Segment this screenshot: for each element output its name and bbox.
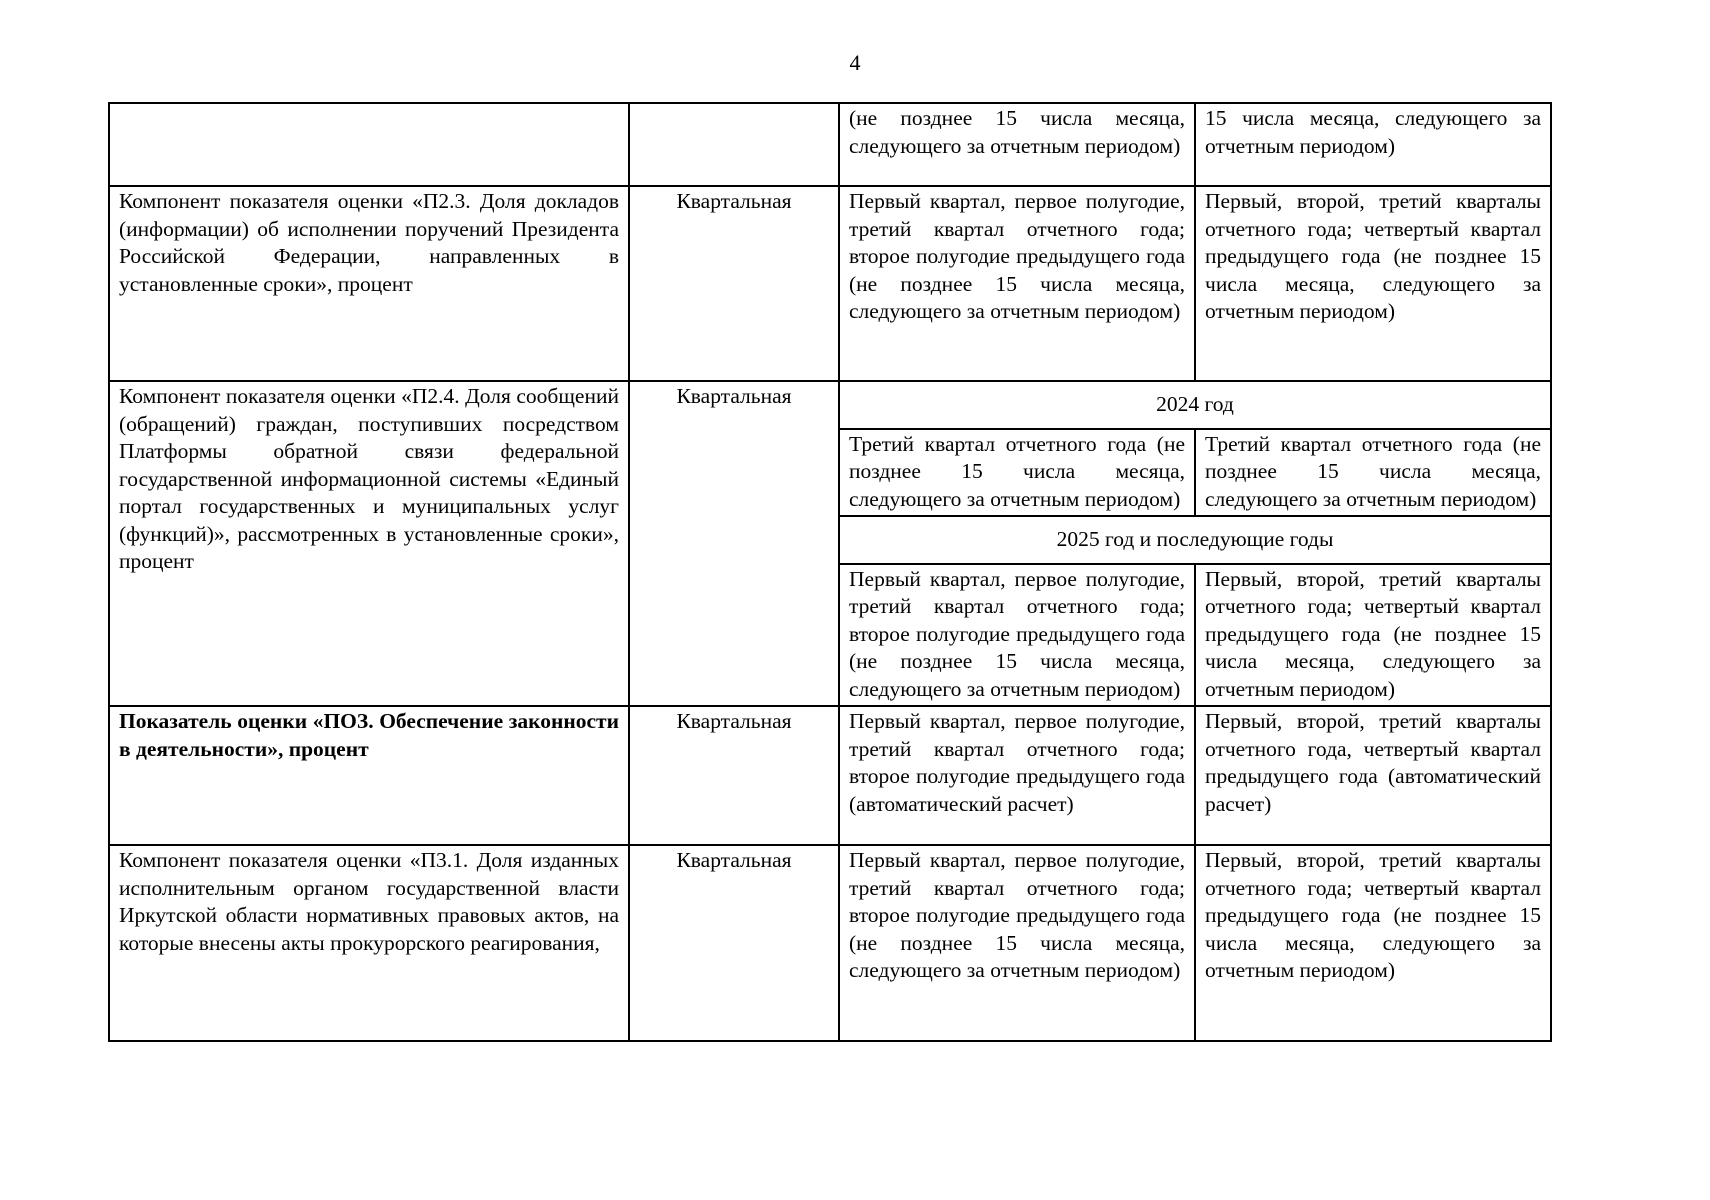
table-row [109,103,1551,186]
table-row [109,845,1551,1041]
table-row [109,381,1551,429]
submission-period-cell: Первый квартал, первое полугодие, третий квартал отчетного года; второе полугодие предыдущего года (автоматический расчет) [839,706,1195,845]
frequency-cell: Квартальная [629,845,839,1041]
submission-period-cell: Третий квартал отчетного года (не позднее 15 числа месяца, следующего за отчетным периодом) [839,429,1195,517]
submission-period-cell: (не позднее 15 числа месяца, следующего за отчетным периодом) [839,103,1195,186]
page-number: 4 [849,50,861,75]
submission-period-cell: Первый квартал, первое полугодие, третий квартал отчетного года; второе полугодие предыдущего года (не позднее 15 числа месяца, следующего за отчетным периодом) [839,186,1195,381]
table-row [109,186,1551,381]
frequency-cell [629,103,839,186]
year-header-2025: 2025 год и последующие годы [839,516,1551,564]
year-header-2024: 2024 год [839,381,1551,429]
frequency-cell: Квартальная [629,186,839,381]
submission-period-cell: Первый квартал, первое полугодие, третий квартал отчетного года; второе полугодие предыдущего года (не позднее 15 числа месяца, следующего за отчетным периодом) [839,845,1195,1041]
reporting-period-cell: 15 числа месяца, следующего за отчетным периодом) [1195,103,1551,186]
indicator-name-cell: Компонент показателя оценки «П3.1. Доля изданных исполнительным органом государственной власти Иркутской области нормативных правовых актов, на которые внесены акты прокурорского реагирования, [109,845,629,1041]
reporting-period-cell: Первый, второй, третий кварталы отчетного года, четвертый квартал предыдущего года (автоматический расчет) [1195,706,1551,845]
reporting-period-cell: Первый, второй, третий кварталы отчетного года; четвертый квартал предыдущего года (не позднее 15 числа месяца, следующего за отчетным периодом) [1195,186,1551,381]
frequency-cell: Квартальная [629,706,839,845]
indicator-name-cell: Компонент показателя оценки «П2.4. Доля сообщений (обращений) граждан, поступивших посредством Платформы обратной связи федеральной государственной информационной системы «Единый портал государственных и муниципальных услуг (функций)», рассмотренных в установленные сроки», процент [109,381,629,706]
table-row [109,706,1551,845]
indicator-name-cell [109,103,629,186]
reporting-period-cell: Первый, второй, третий кварталы отчетного года; четвертый квартал предыдущего года (не позднее 15 числа месяца, следующего за отчетным периодом) [1195,564,1551,707]
frequency-cell: Квартальная [629,381,839,706]
submission-period-cell: Первый квартал, первое полугодие, третий квартал отчетного года; второе полугодие предыдущего года (не позднее 15 числа месяца, следующего за отчетным периодом) [839,564,1195,707]
indicators-table [108,102,1552,1042]
indicator-name-cell: Компонент показателя оценки «П2.3. Доля докладов (информации) об исполнении поручений Президента Российской Федерации, направленных в установленные сроки», процент [109,186,629,381]
reporting-period-cell: Первый, второй, третий кварталы отчетного года; четвертый квартал предыдущего года (не позднее 15 числа месяца, следующего за отчетным периодом) [1195,845,1551,1041]
reporting-period-cell: Третий квартал отчетного года (не позднее 15 числа месяца, следующего за отчетным периодом) [1195,429,1551,517]
indicator-name-cell: Показатель оценки «ПОЗ. Обеспечение законности в деятельности», процент [109,706,629,845]
